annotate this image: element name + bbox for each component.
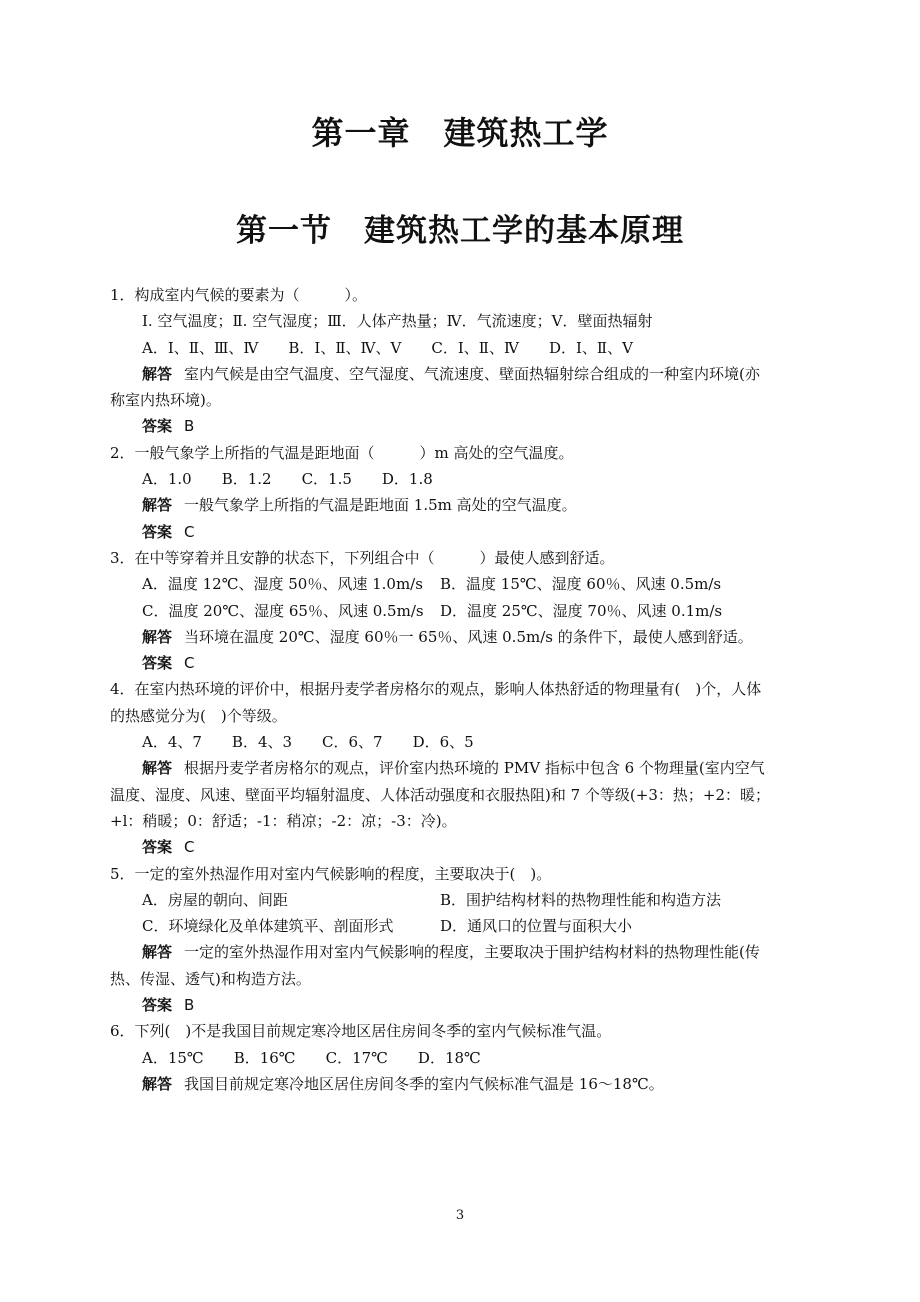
question-options: A．15℃ B．16℃ C．17℃ D．18℃ — [142, 1048, 481, 1067]
section-title: 第一节 建筑热工学的基本原理 — [236, 213, 684, 249]
analysis-text: 一般气象学上所指的气温是距地面 1.5m 高处的空气温度。 — [184, 496, 577, 515]
answer-label: 答案 — [142, 838, 173, 857]
question-2 — [110, 440, 815, 545]
question-1 — [110, 282, 815, 440]
question-stem: 6．下列( )不是我国目前规定寒冷地区居住房间冬季的室内气候标准气温。 — [110, 1022, 612, 1041]
answer-label: 答案 — [142, 654, 173, 673]
option-d: D．通风口的位置与面积大小 — [440, 917, 633, 936]
analysis-line — [110, 492, 815, 518]
analysis-line — [110, 755, 815, 781]
analysis-line — [110, 361, 815, 387]
analysis-text: 根据丹麦学者房格尔的观点，评价室内热环境的 PMV 指标中包含 6 个物理量(室内空气 — [184, 759, 765, 778]
options-row — [110, 887, 815, 913]
question-stem: 5．一定的室外热湿作用对室内气候影响的程度，主要取决于( )。 — [110, 864, 552, 883]
answer-line — [110, 413, 815, 439]
option-d: D．温度 25℃、湿度 70％、风速 0.1m/s — [440, 601, 723, 620]
question-options: A．4、7 B．4、3 C．6、7 D．6、5 — [142, 733, 474, 752]
question-5 — [110, 861, 815, 1019]
page-number: 3 — [455, 1208, 465, 1223]
chapter-title: 第一章 建筑热工学 — [311, 114, 609, 152]
analysis-label: 解答 — [142, 759, 173, 778]
option-b: B．温度 15℃、湿度 60％、风速 0.5m/s — [440, 575, 722, 594]
answer-value: C — [184, 522, 195, 541]
question-stem-continuation: 的热感觉分为( )个等级。 — [110, 706, 287, 725]
question-3 — [110, 545, 815, 676]
question-sub-items: Ⅰ. 空气温度；Ⅱ. 空气湿度；Ⅲ．人体产热量；Ⅳ．气流速度；Ⅴ．壁面热辐射 — [142, 312, 653, 331]
question-stem: 3．在中等穿着并且安静的状态下，下列组合中（ ）最使人感到舒适。 — [110, 548, 615, 567]
analysis-continuation: +l：稍暖；0：舒适；-1：稍凉；-2：凉；-3：冷)。 — [110, 811, 457, 830]
analysis-label: 解答 — [142, 627, 173, 646]
option-b: B．围护结构材料的热物理性能和构造方法 — [440, 890, 722, 909]
analysis-continuation: 温度、湿度、风速、壁面平均辐射温度、人体活动强度和衣服热阻)和 7 个等级(+3：热；+2：暖； — [110, 785, 771, 804]
answer-label: 答案 — [142, 522, 173, 541]
analysis-text: 室内气候是由空气温度、空气湿度、气流速度、壁面热辐射综合组成的一种室内环境(亦 — [184, 364, 760, 383]
analysis-label: 解答 — [142, 364, 173, 383]
answer-value: B — [184, 996, 195, 1015]
question-options: A．1.0 B．1.2 C．1.5 D．1.8 — [142, 470, 433, 489]
question-stem: 4．在室内热环境的评价中，根据丹麦学者房格尔的观点，影响人体热舒适的物理量有( )个，人体 — [110, 680, 762, 699]
answer-label: 答案 — [142, 996, 173, 1015]
analysis-line — [110, 624, 815, 650]
option-a: A．房屋的朝向、间距 — [142, 890, 288, 909]
analysis-label: 解答 — [142, 1074, 173, 1093]
answer-value: C — [184, 838, 195, 857]
question-stem: 2．一般气象学上所指的气温是距地面（ ）m 高处的空气温度。 — [110, 443, 574, 462]
question-stem: 1．构成室内气候的要素为（ ）。 — [110, 286, 368, 304]
answer-line — [110, 519, 815, 545]
answer-value: C — [184, 654, 195, 673]
question-list — [110, 282, 815, 1097]
answer-label: 答案 — [142, 417, 173, 436]
analysis-label: 解答 — [142, 943, 173, 962]
answer-line — [110, 834, 815, 860]
options-row — [110, 913, 815, 939]
options-row — [110, 571, 815, 597]
answer-line — [110, 992, 815, 1018]
analysis-line — [110, 1071, 815, 1097]
analysis-continuation: 热、传湿、透气)和构造方法。 — [110, 969, 311, 988]
analysis-label: 解答 — [142, 496, 173, 515]
question-4 — [110, 676, 815, 860]
options-row — [110, 598, 815, 624]
answer-value: B — [184, 417, 195, 436]
option-a: A．温度 12℃、湿度 50％、风速 1.0m/s — [142, 575, 423, 594]
option-c: C．温度 20℃、湿度 65％、风速 0.5m/s — [142, 601, 424, 620]
analysis-text: 我国目前规定寒冷地区居住房间冬季的室内气候标准气温是 16～18℃。 — [184, 1074, 664, 1093]
question-options: A．Ⅰ、Ⅱ、Ⅲ、Ⅳ B．Ⅰ、Ⅱ、Ⅳ、Ⅴ C．Ⅰ、Ⅱ、Ⅳ D．Ⅰ、Ⅱ、Ⅴ — [142, 338, 633, 357]
analysis-text: 一定的室外热湿作用对室内气候影响的程度，主要取决于围护结构材料的热物理性能(传 — [184, 943, 760, 962]
analysis-line — [110, 939, 815, 965]
analysis-text: 当环境在温度 20℃、湿度 60％一 65％、风速 0.5m/s 的条件下，最使人感到舒适。 — [184, 627, 753, 646]
answer-line — [110, 650, 815, 676]
option-c: C．环境绿化及单体建筑平、剖面形式 — [142, 917, 394, 936]
analysis-continuation: 称室内热环境)。 — [110, 391, 221, 410]
question-6 — [110, 1018, 815, 1097]
